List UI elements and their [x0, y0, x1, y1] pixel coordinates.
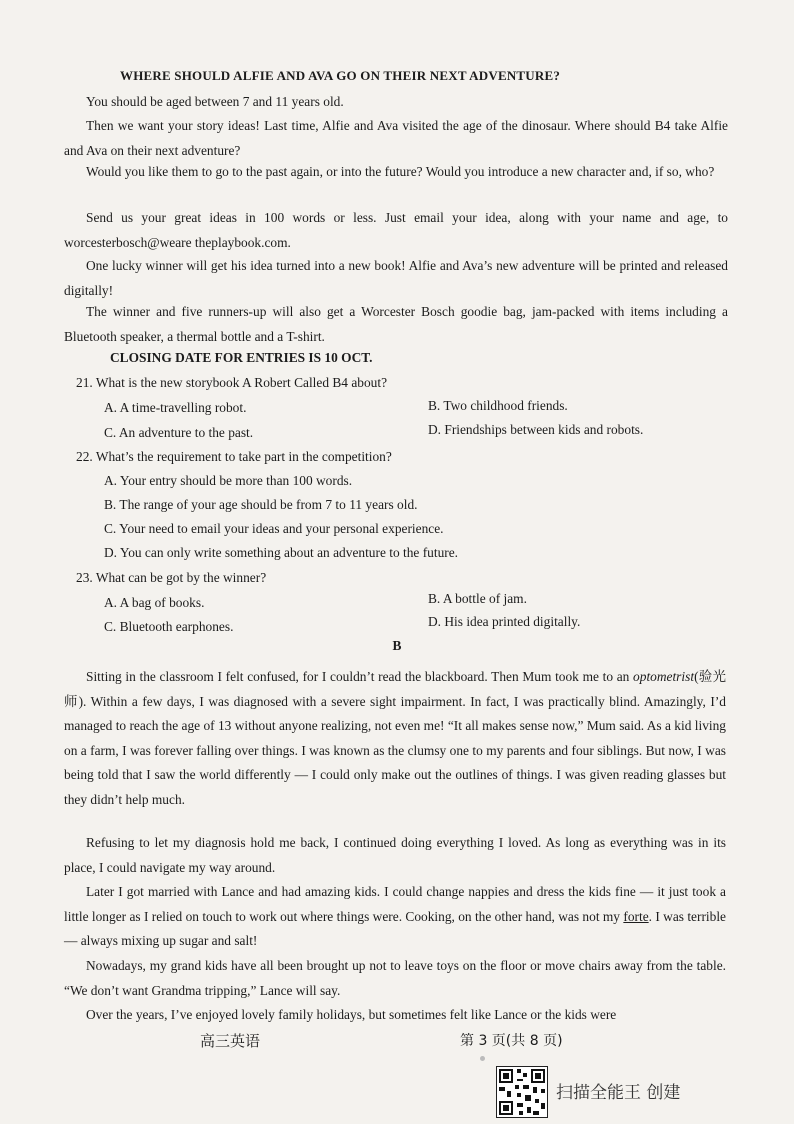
question-22-option-d: D. You can only write something about an adventure to the future.	[104, 545, 459, 560]
footer-page-number: 第 3 页(共 8 页)	[460, 1033, 563, 1049]
qr-code-graphic	[497, 1067, 547, 1117]
closing-date: CLOSING DATE FOR ENTRIES IS 10 OCT.	[110, 350, 373, 365]
passage-a-title: WHERE SHOULD ALFIE AND AVA GO ON THEIR NEXT ADVENTURE?	[120, 68, 561, 83]
passage-b-paragraph-2: Refusing to let my diagnosis hold me back, I continued doing everything I loved. As long as everything was in its place, I could navigate my way around.	[64, 835, 726, 875]
question-22-option-c: C. Your need to email your ideas and your personal experience.	[104, 521, 444, 536]
passage-a-paragraph-2: Then we want your story ideas! Last time, Alfie and Ava visited the age of the dinosaur. Where should B4 take Alfie and Ava on their next adventure?	[64, 118, 728, 158]
footer-subject: 高三英语	[200, 1032, 261, 1050]
passage-b-paragraph-5: Over the years, I’ve enjoyed lovely family holidays, but sometimes felt like Lance or the kids were	[86, 1007, 617, 1022]
passage-b-paragraph-3	[64, 880, 726, 954]
passage-a-paragraph-3: Would you like them to go to the past again, or into the future? Would you introduce a new character and, if so, who?	[86, 164, 715, 179]
question-21-option-d: D. Friendships between kids and robots.	[428, 422, 644, 437]
passage-b-paragraph-4: Nowadays, my grand kids have all been brought up not to leave toys on the floor or move chairs away from the table. “We don’t want Grandma tripping,” Lance will say.	[64, 958, 726, 998]
passage-b-paragraph-1	[64, 665, 726, 812]
section-b-heading: B	[392, 638, 402, 653]
passage-a-paragraph-5: One lucky winner will get his idea turned into a new book! Alfie and Ava’s new adventure will be printed and released digitally!	[64, 258, 728, 298]
question-23: 23. What can be got by the winner?	[76, 570, 267, 585]
passage-a-paragraph-1: You should be aged between 7 and 11 years old.	[86, 94, 344, 109]
question-21-option-a: A. A time-travelling robot.	[104, 400, 247, 415]
question-22-option-b: B. The range of your age should be from 7 to 11 years old.	[104, 497, 418, 512]
question-22-option-a: A. Your entry should be more than 100 words.	[104, 473, 353, 488]
question-22: 22. What’s the requirement to take part in the competition?	[76, 449, 392, 464]
question-21-option-c: C. An adventure to the past.	[104, 425, 254, 440]
question-23-option-a: A. A bag of books.	[104, 595, 205, 610]
question-23-option-c: C. Bluetooth earphones.	[104, 619, 234, 634]
scan-dot-mark	[480, 1056, 485, 1061]
question-21: 21. What is the new storybook A Robert Called B4 about?	[76, 375, 388, 390]
question-21-option-b: B. Two childhood friends.	[428, 398, 568, 413]
optometrist-term: optometrist	[633, 669, 695, 684]
passage-b-p3-text-a: Later I got married with Lance and had amazing kids. I could change nappies and dress the kids fine — it just took a little longer as I relied on touch to work out where things were. Cooking, on the other hand, was not my	[64, 884, 726, 924]
passage-b-p1-text-a: Sitting in the classroom I felt confused, for I couldn’t read the blackboard. Then Mum took me to an	[86, 669, 634, 684]
passage-a-paragraph-6: The winner and five runners-up will also get a Worcester Bosch goodie bag, jam-packed with items including a Bluetooth speaker, a thermal bottle and a T-shirt.	[64, 304, 728, 344]
qr-code-icon	[496, 1066, 548, 1118]
scanner-watermark: 扫描全能王 创建	[556, 1083, 681, 1103]
passage-b-p3-text-b: . I was terrible — always mixing up sugar and salt!	[64, 908, 726, 948]
question-23-option-b: B. A bottle of jam.	[428, 591, 527, 606]
forte-term: forte	[623, 908, 649, 924]
passage-b-p1-text-b: (验光师). Within a few days, I was diagnosed with a severe sight impairment. In fact, I was practically blind. Amazingly, I’d managed to reach the age of 13 without anyone realizing, not even me! “It all makes sense now,” Mum said. As a kid living on a farm, I was forever falling over things. I was known as the clumsy one to my parents and four siblings. But now, I was being told that I saw the world differently — I could only make out the outlines of things. I was given reading glasses but they didn’t help much.	[64, 669, 726, 807]
question-23-option-d: D. His idea printed digitally.	[428, 614, 581, 629]
passage-a-paragraph-4: Send us your great ideas in 100 words or less. Just email your idea, along with your name and age, to worcesterbosch@weare theplaybook.com.	[64, 210, 728, 250]
